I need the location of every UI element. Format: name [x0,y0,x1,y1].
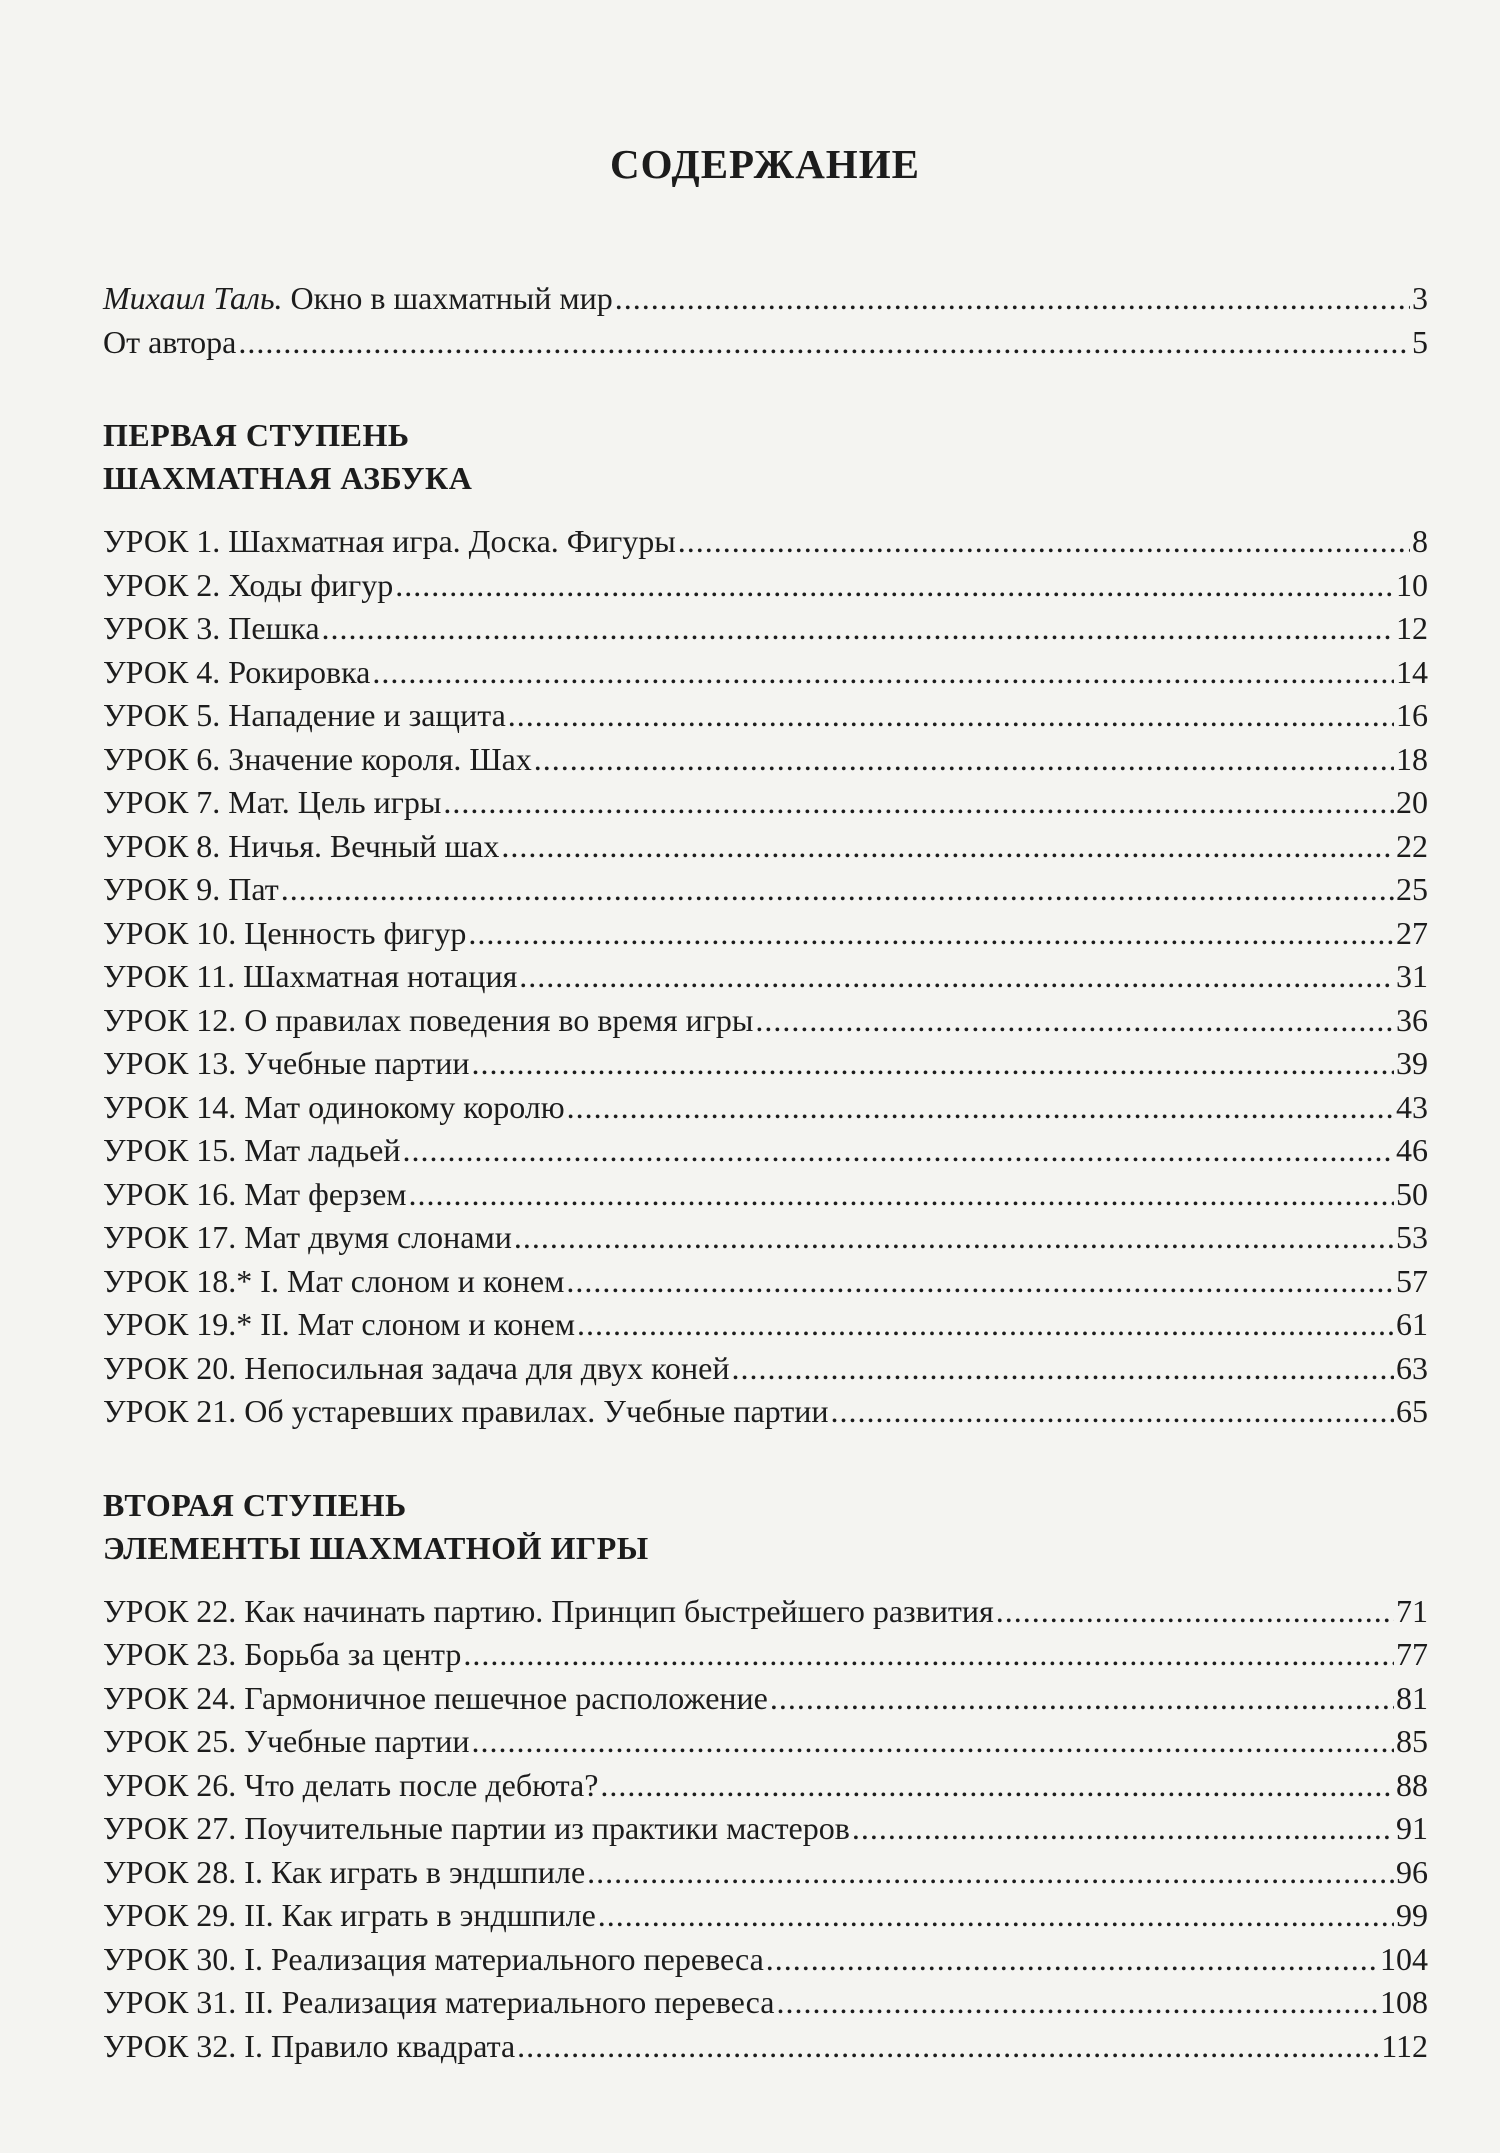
toc-entry-label: УРОК 1. Шахматная игра. Доска. Фигуры [103,523,676,559]
leader-dots [678,520,1410,564]
leader-dots [372,651,1394,695]
toc-entry-page: 16 [1396,697,1428,733]
toc-entry[interactable] [103,1590,1428,1634]
section-heading [103,1484,1428,1570]
leader-dots [598,1894,1394,1938]
table-of-contents [103,277,1428,2068]
section-heading-title: ЭЛЕМЕНТЫ ШАХМАТНОЙ ИГРЫ [103,1529,649,1566]
toc-entry-page: 39 [1396,1045,1428,1081]
toc-entry-author: Михаил Таль. [103,280,283,316]
leader-dots [566,1260,1394,1304]
toc-entry-label: УРОК 27. Поучительные партии из практики мастеров [103,1810,850,1846]
toc-entry-page: 10 [1396,566,1428,603]
toc-entry-label: УРОК 23. Борьба за центр [103,1636,462,1672]
toc-entry[interactable] [103,277,1428,321]
toc-entry-page: 5 [1412,323,1428,360]
toc-entry-page: 31 [1396,958,1428,994]
toc-entry-page: 112 [1381,2027,1428,2064]
toc-entry-page: 22 [1396,827,1428,864]
toc-entry[interactable] [103,1260,1428,1304]
leader-dots [501,825,1394,869]
toc-entry[interactable] [103,1216,1428,1260]
page-title: СОДЕРЖАНИЕ [610,141,920,187]
toc-entry[interactable] [103,520,1428,564]
leader-dots [395,564,1394,608]
section-heading-stage: ВТОРАЯ СТУПЕНЬ [103,1486,407,1523]
toc-entry[interactable] [103,1129,1428,1173]
toc-entry-page: 81 [1396,1679,1428,1716]
toc-entry[interactable] [103,1042,1428,1086]
toc-entry-label: УРОК 15. Мат ладьей [103,1132,401,1168]
toc-entry[interactable] [103,2025,1428,2069]
toc-entry-page: 46 [1396,1132,1428,1168]
leader-dots [567,1086,1394,1130]
leader-dots [238,321,1410,365]
toc-entry-label: УРОК 28. I. Как играть в эндшпиле [103,1853,586,1890]
toc-entry-page: 91 [1396,1810,1428,1846]
toc-entry-page: 57 [1396,1262,1428,1299]
section-entries [103,520,1428,1434]
toc-entry[interactable] [103,1677,1428,1721]
toc-entry[interactable] [103,738,1428,782]
toc-entry[interactable] [103,694,1428,738]
toc-entry[interactable] [103,1981,1428,2025]
toc-entry[interactable] [103,825,1428,869]
toc-entry[interactable] [103,1894,1428,1938]
toc-entry[interactable] [103,955,1428,999]
section-heading-title: ШАХМАТНАЯ АЗБУКА [103,460,473,496]
leader-dots [770,1677,1394,1721]
toc-entry-page: 8 [1412,523,1428,559]
leader-dots [766,1938,1378,1982]
toc-entry-label: УРОК 13. Учебные партии [103,1045,470,1081]
toc-entry-label: УРОК 3. Пешка [103,610,320,646]
leader-dots [517,2025,1379,2069]
toc-entry[interactable] [103,564,1428,608]
toc-entry-label: УРОК 30. I. Реализация материального перевеса [103,1940,764,1977]
toc-entry[interactable] [103,1173,1428,1217]
toc-entry-label: УРОК 6. Значение короля. Шах [103,740,532,777]
toc-entry[interactable] [103,1633,1428,1677]
toc-entry-page: 18 [1396,740,1428,777]
toc-entry-label: От автора [103,323,237,360]
toc-entry[interactable] [103,1851,1428,1895]
leader-dots [830,1390,1394,1434]
toc-entry-label: УРОК 24. Гармоничное пешечное расположение [103,1679,768,1716]
leader-dots [852,1807,1394,1851]
leader-dots [615,277,1410,321]
toc-entry-label: УРОК 2. Ходы фигур [103,566,394,603]
leader-dots [996,1590,1394,1634]
toc-entry-label: УРОК 11. Шахматная нотация [103,958,518,994]
toc-entry-page: 104 [1380,1940,1428,1977]
toc-entry-page: 88 [1396,1766,1428,1803]
toc-entry-label: УРОК 9. Пат [103,871,279,907]
toc-entry[interactable] [103,607,1428,651]
toc-entry-label: УРОК 8. Ничья. Вечный шах [103,827,500,864]
toc-entry-page: 85 [1396,1723,1428,1759]
toc-entry-page: 25 [1396,871,1428,907]
section-heading [103,414,1428,500]
leader-dots [402,1129,1394,1173]
toc-entry-label: УРОК 29. II. Как играть в эндшпиле [103,1897,596,1933]
toc-entry-label: УРОК 31. II. Реализация материального перевеса [103,1984,775,2020]
leader-dots [463,1633,1394,1677]
toc-entry-label: УРОК 16. Мат ферзем [103,1175,407,1212]
leader-dots [468,912,1394,956]
leader-dots [519,955,1394,999]
leader-dots [587,1851,1394,1895]
toc-entry[interactable] [103,1720,1428,1764]
toc-entry[interactable] [103,1390,1428,1434]
toc-entry[interactable] [103,781,1428,825]
toc-entry-page: 3 [1412,280,1428,316]
toc-entry-page: 99 [1396,1897,1428,1933]
toc-entry-label: Окно в шахматный мир [282,280,613,316]
toc-entry[interactable] [103,868,1428,912]
toc-entry-page: 71 [1396,1592,1428,1629]
toc-entry-page: 36 [1396,1001,1428,1038]
toc-entry[interactable] [103,1764,1428,1808]
toc-entry-label: УРОК 10. Ценность фигур [103,914,467,951]
toc-entry-label: УРОК 7. Мат. Цель игры [103,784,442,820]
toc-entry-page: 65 [1396,1393,1428,1429]
toc-entry-label: УРОК 21. Об устаревших правилах. Учебные партии [103,1393,829,1429]
leader-dots [322,607,1394,651]
toc-entry[interactable] [103,912,1428,956]
leader-dots [776,1981,1378,2025]
toc-entry-page: 27 [1396,914,1428,951]
toc-entry-page: 63 [1396,1349,1428,1386]
leader-dots [472,1720,1395,1764]
toc-entry-page: 50 [1396,1175,1428,1212]
leader-dots [472,1042,1395,1086]
leader-dots [731,1347,1394,1391]
toc-entry[interactable] [103,321,1428,365]
leader-dots [508,694,1394,738]
toc-entry-page: 43 [1396,1088,1428,1125]
toc-entry-page: 12 [1396,610,1428,646]
toc-entry-page: 108 [1380,1984,1428,2020]
toc-entry[interactable] [103,1303,1428,1347]
toc-entry-label: УРОК 19.* II. Мат слоном и конем [103,1306,575,1342]
section-heading-stage: ПЕРВАЯ СТУПЕНЬ [103,417,410,453]
leader-dots [755,999,1394,1043]
toc-entry-label: УРОК 26. Что делать после дебюта? [103,1766,599,1803]
leader-dots [443,781,1394,825]
toc-entry[interactable] [103,1938,1428,1982]
leader-dots [600,1764,1394,1808]
toc-entry-page: 53 [1396,1219,1428,1255]
leader-dots [534,738,1394,782]
toc-entry-page: 61 [1396,1306,1428,1342]
leader-dots [281,868,1394,912]
toc-entry[interactable] [103,999,1428,1043]
leader-dots [577,1303,1394,1347]
toc-entry[interactable] [103,1807,1428,1851]
toc-entry-label: УРОК 12. О правилах поведения во время игры [103,1001,754,1038]
section-entries [103,1590,1428,2069]
toc-entry[interactable] [103,651,1428,695]
toc-entry-page: 96 [1396,1853,1428,1890]
toc-entry-label: УРОК 14. Мат одинокому королю [103,1088,565,1125]
toc-entry-label: УРОК 5. Нападение и защита [103,697,506,733]
toc-entry-label: УРОК 17. Мат двумя слонами [103,1219,512,1255]
toc-entry-label: УРОК 32. I. Правило квадрата [103,2027,516,2064]
toc-entry-label: УРОК 18.* I. Мат слоном и конем [103,1262,565,1299]
toc-entry-label: УРОК 20. Непосильная задача для двух коней [103,1349,730,1386]
toc-entry[interactable] [103,1086,1428,1130]
toc-entry-page: 14 [1396,653,1428,690]
leader-dots [409,1173,1394,1217]
toc-entry-page: 77 [1396,1636,1428,1672]
toc-entry-page: 20 [1396,784,1428,820]
toc-entry-label: УРОК 25. Учебные партии [103,1723,470,1759]
toc-entry-label: УРОК 22. Как начинать партию. Принцип быстрейшего развития [103,1592,994,1629]
toc-entry-label: УРОК 4. Рокировка [103,653,371,690]
toc-entry[interactable] [103,1347,1428,1391]
leader-dots [514,1216,1394,1260]
